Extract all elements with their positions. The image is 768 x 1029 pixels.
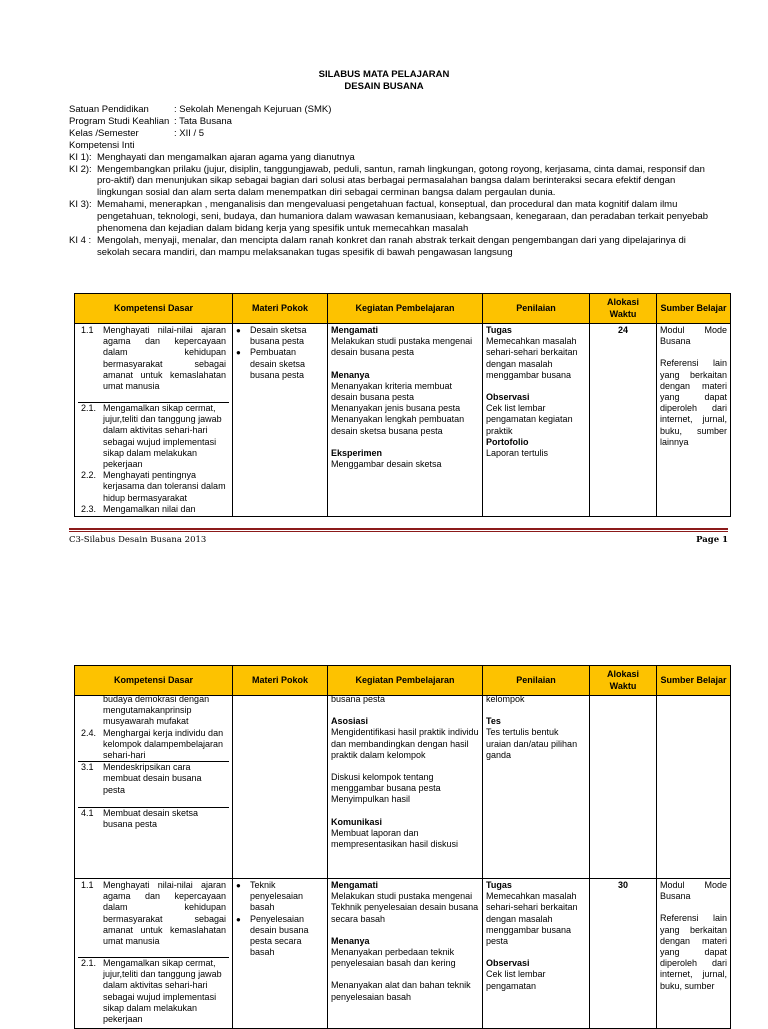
cell-penilaian: Tugas Memecahkan masalah sehari-sehari berkaitan dengan masalah menggambar busana Observasi Cek list lembar pengamatan kegiatan praktik Portofolio Laporan tertulis [483,324,590,517]
cell-kegiatan: Mengamati Melakukan studi pustaka mengenai desain busana pesta Menanya Menanyakan kriteria membuat desain busana pesta Menanyakan jenis busana pesta Menanyakan lengkah pembuatan desain sketsa busana pesta Eksperimen Menggambar desain sketsa [328,324,483,517]
cell-materi-pokok [233,696,328,879]
header-kegiatan: Kegiatan Pembelajaran [328,294,483,324]
kd-item: 3.1 Mendeskripsikan cara membuat desain busana pesta [81,762,202,795]
kd-item: 2.2. Menghayati pentingnya kerjasama dan toleransi dalam hidup bermasyarakat [81,470,226,503]
page-footer [69,535,728,545]
cell-alokasi-waktu: 30 [590,879,657,1029]
cell-materi-pokok [233,879,328,1029]
header-kegiatan: Kegiatan Pembelajaran [328,666,483,696]
list-item: ● Desain sketsa busana pesta [236,325,307,347]
list-item: ● Pembuatan desain sketsa busana pesta [236,347,306,380]
kd-item: 2.3. Mengamalkan nilai dan [81,503,196,514]
header-sumber-belajar: Sumber Belajar [657,294,731,324]
header-alokasi-waktu: Alokasi Waktu [590,294,657,324]
list-item: ● Penyelesaian desain busana pesta secara basah [236,913,309,958]
syllabus-table-page1 [74,293,731,517]
kd-item: 2.1. Mengamalkan sikap cermat, jujur,teliti dan tanggung jawab dalam aktivitas sehari-hari sebagai wujud implementasi sikap dalam melakukan pekerjaan [81,958,222,1025]
kd-item: 2.4. Menghargai kerja individu dan kelompok dalampembelajaran sehari-hari [81,727,224,761]
footer-title: C3-Silabus Desain Busana 2013 [69,535,207,545]
header-kompetensi-dasar: Kompetensi Dasar [75,666,233,696]
cell-penilaian: kelompok Tes Tes tertulis bentuk uraian dan/atau pilihan ganda [483,696,590,879]
kd-item: 1.1 Menghayati nilai-nilai ajaran agama dan kepercayaan dalam kehidupan bermasyarakat sebagai amanat untuk kemaslahatan umat manusia [81,880,226,947]
cell-penilaian: Tugas Memecahkan masalah sehari-sehari berkaitan dengan masalah menggambar busana pesta Observasi Cek list lembar pengamatan [483,879,590,1029]
cell-sumber-belajar [657,696,731,879]
ki-item: KI 3): Memahami, menerapkan , menganalisis dan mengevaluasi pengetahuan factual, konseptual, dan procedural dan mata kognitif dalam ilmu pengetahuan, teknologi, seni, budaya, dan humaniora dalam wawasan kemanusiaan, kebangsaan, kenegaraan, dan peradaban terkait penyebab phenomena dan kejadian dalam bidang kerja yang spesifik untuk memecahkan masalah [69,199,709,235]
document-subtitle: DESAIN BUSANA [344,81,424,92]
cell-kompetensi-dasar [75,324,233,517]
table-header-row [75,666,731,696]
cell-alokasi-waktu: 24 [590,324,657,517]
header-penilaian: Penilaian [483,666,590,696]
table-row [75,324,731,517]
header-kompetensi-dasar: Kompetensi Dasar [75,294,233,324]
header-sumber-belajar: Sumber Belajar [657,666,731,696]
syllabus-meta [69,104,709,259]
header-penilaian: Penilaian [483,294,590,324]
page-number: Page 1 [696,535,728,545]
ki-item: KI 1): Menghayati dan mengamalkan ajaran agama yang dianutnya [69,151,355,163]
table-header-row [75,294,731,324]
cell-materi-pokok [233,324,328,517]
kd-item: budaya demokrasi dengan mengutamakanprinsip musyawarah mufakat [103,694,210,727]
cell-alokasi-waktu [590,696,657,879]
ki-item: KI 2): Mengembangkan prilaku (jujur, disiplin, tanggungjawab, peduli, santun, ramah lingkungan, gotong royong, kerjasama, cinta damai, responsif dan pro-aktif) dan menunjukan sikap sebagai bagian dari solusi atas berbagai permasalahan bangsa dalam berinteraksi secara efektif dengan lingkungan sosial dan alam serta dalam menempatkan diri sebagai cerminan bangsa dalam pergaulan dunia. [69,163,705,199]
ki-heading: Kompetensi Inti [69,139,135,151]
meta-row: Program Studi Keahlian : Tata Busana [69,115,232,127]
table-row [75,879,731,1029]
syllabus-table-page2 [74,665,731,1029]
kd-item: 1.1 Menghayati nilai-nilai ajaran agama dan kepercayaan dalam kehidupan bermasyarakat sebagai amanat untuk kemaslahatan umat manusia [81,325,226,392]
kd-item: 4.1 Membuat desain sketsa busana pesta [81,808,199,830]
header-materi-pokok: Materi Pokok [233,294,328,324]
cell-kompetensi-dasar [75,696,233,879]
list-item: ● Teknik penyelesaian basah [236,880,304,913]
header-alokasi-waktu: Alokasi Waktu [590,666,657,696]
cell-kegiatan: Mengamati Melakukan studi pustaka mengenai Tekhnik penyelesaian desain busana secara basah Menanya Menanyakan perbedaan teknik penyelesaian basah dan kering Menanyakan alat dan bahan teknik penyelesaian basah [328,879,483,1029]
cell-sumber-belajar: Modul Mode Busana Referensi lain yang berkaitan dengan materi yang dapat diperoleh dari internet, jurnal, buku, sumber lainnya [657,324,731,517]
footer-divider [69,528,728,530]
document-title: SILABUS MATA PELAJARAN [318,69,450,80]
cell-kegiatan: busana pesta Asosiasi Mengidentifikasi hasil praktik individu dan membandingkan dengan hasil praktik dalam kelompok Diskusi kelompok tentang menggambar busana pesta Menyimpulkan hasil Komunikasi Membuat laporan dan mempresentasikan hasil diskusi [328,696,483,879]
meta-row: Kelas /Semester : XII / 5 [69,127,205,139]
ki-item: KI 4 : Mengolah, menyaji, menalar, dan mencipta dalam ranah konkret dan ranah abstrak terkait dengan pengembangan dari yang dipelajarinya di sekolah secara mandiri, dan mampu melaksanakan tugas spesifik di bawah pengawasan langsung [69,234,686,258]
cell-kompetensi-dasar [75,879,233,1029]
meta-row: Satuan Pendidikan : Sekolah Menengah Kejuruan (SMK) [69,104,332,115]
cell-sumber-belajar: Modul Mode Busana Referensi lain yang berkaitan dengan materi yang dapat diperoleh dari internet, jurnal, buku, sumber [657,879,731,1029]
header-materi-pokok: Materi Pokok [233,666,328,696]
footer-divider [69,531,728,532]
table-row [75,696,731,879]
kd-item: 2.1. Mengamalkan sikap cermat, jujur,teliti dan tanggung jawab dalam aktivitas sehari-hari sebagai wujud implementasi sikap dalam melakukan pekerjaan [81,403,222,470]
